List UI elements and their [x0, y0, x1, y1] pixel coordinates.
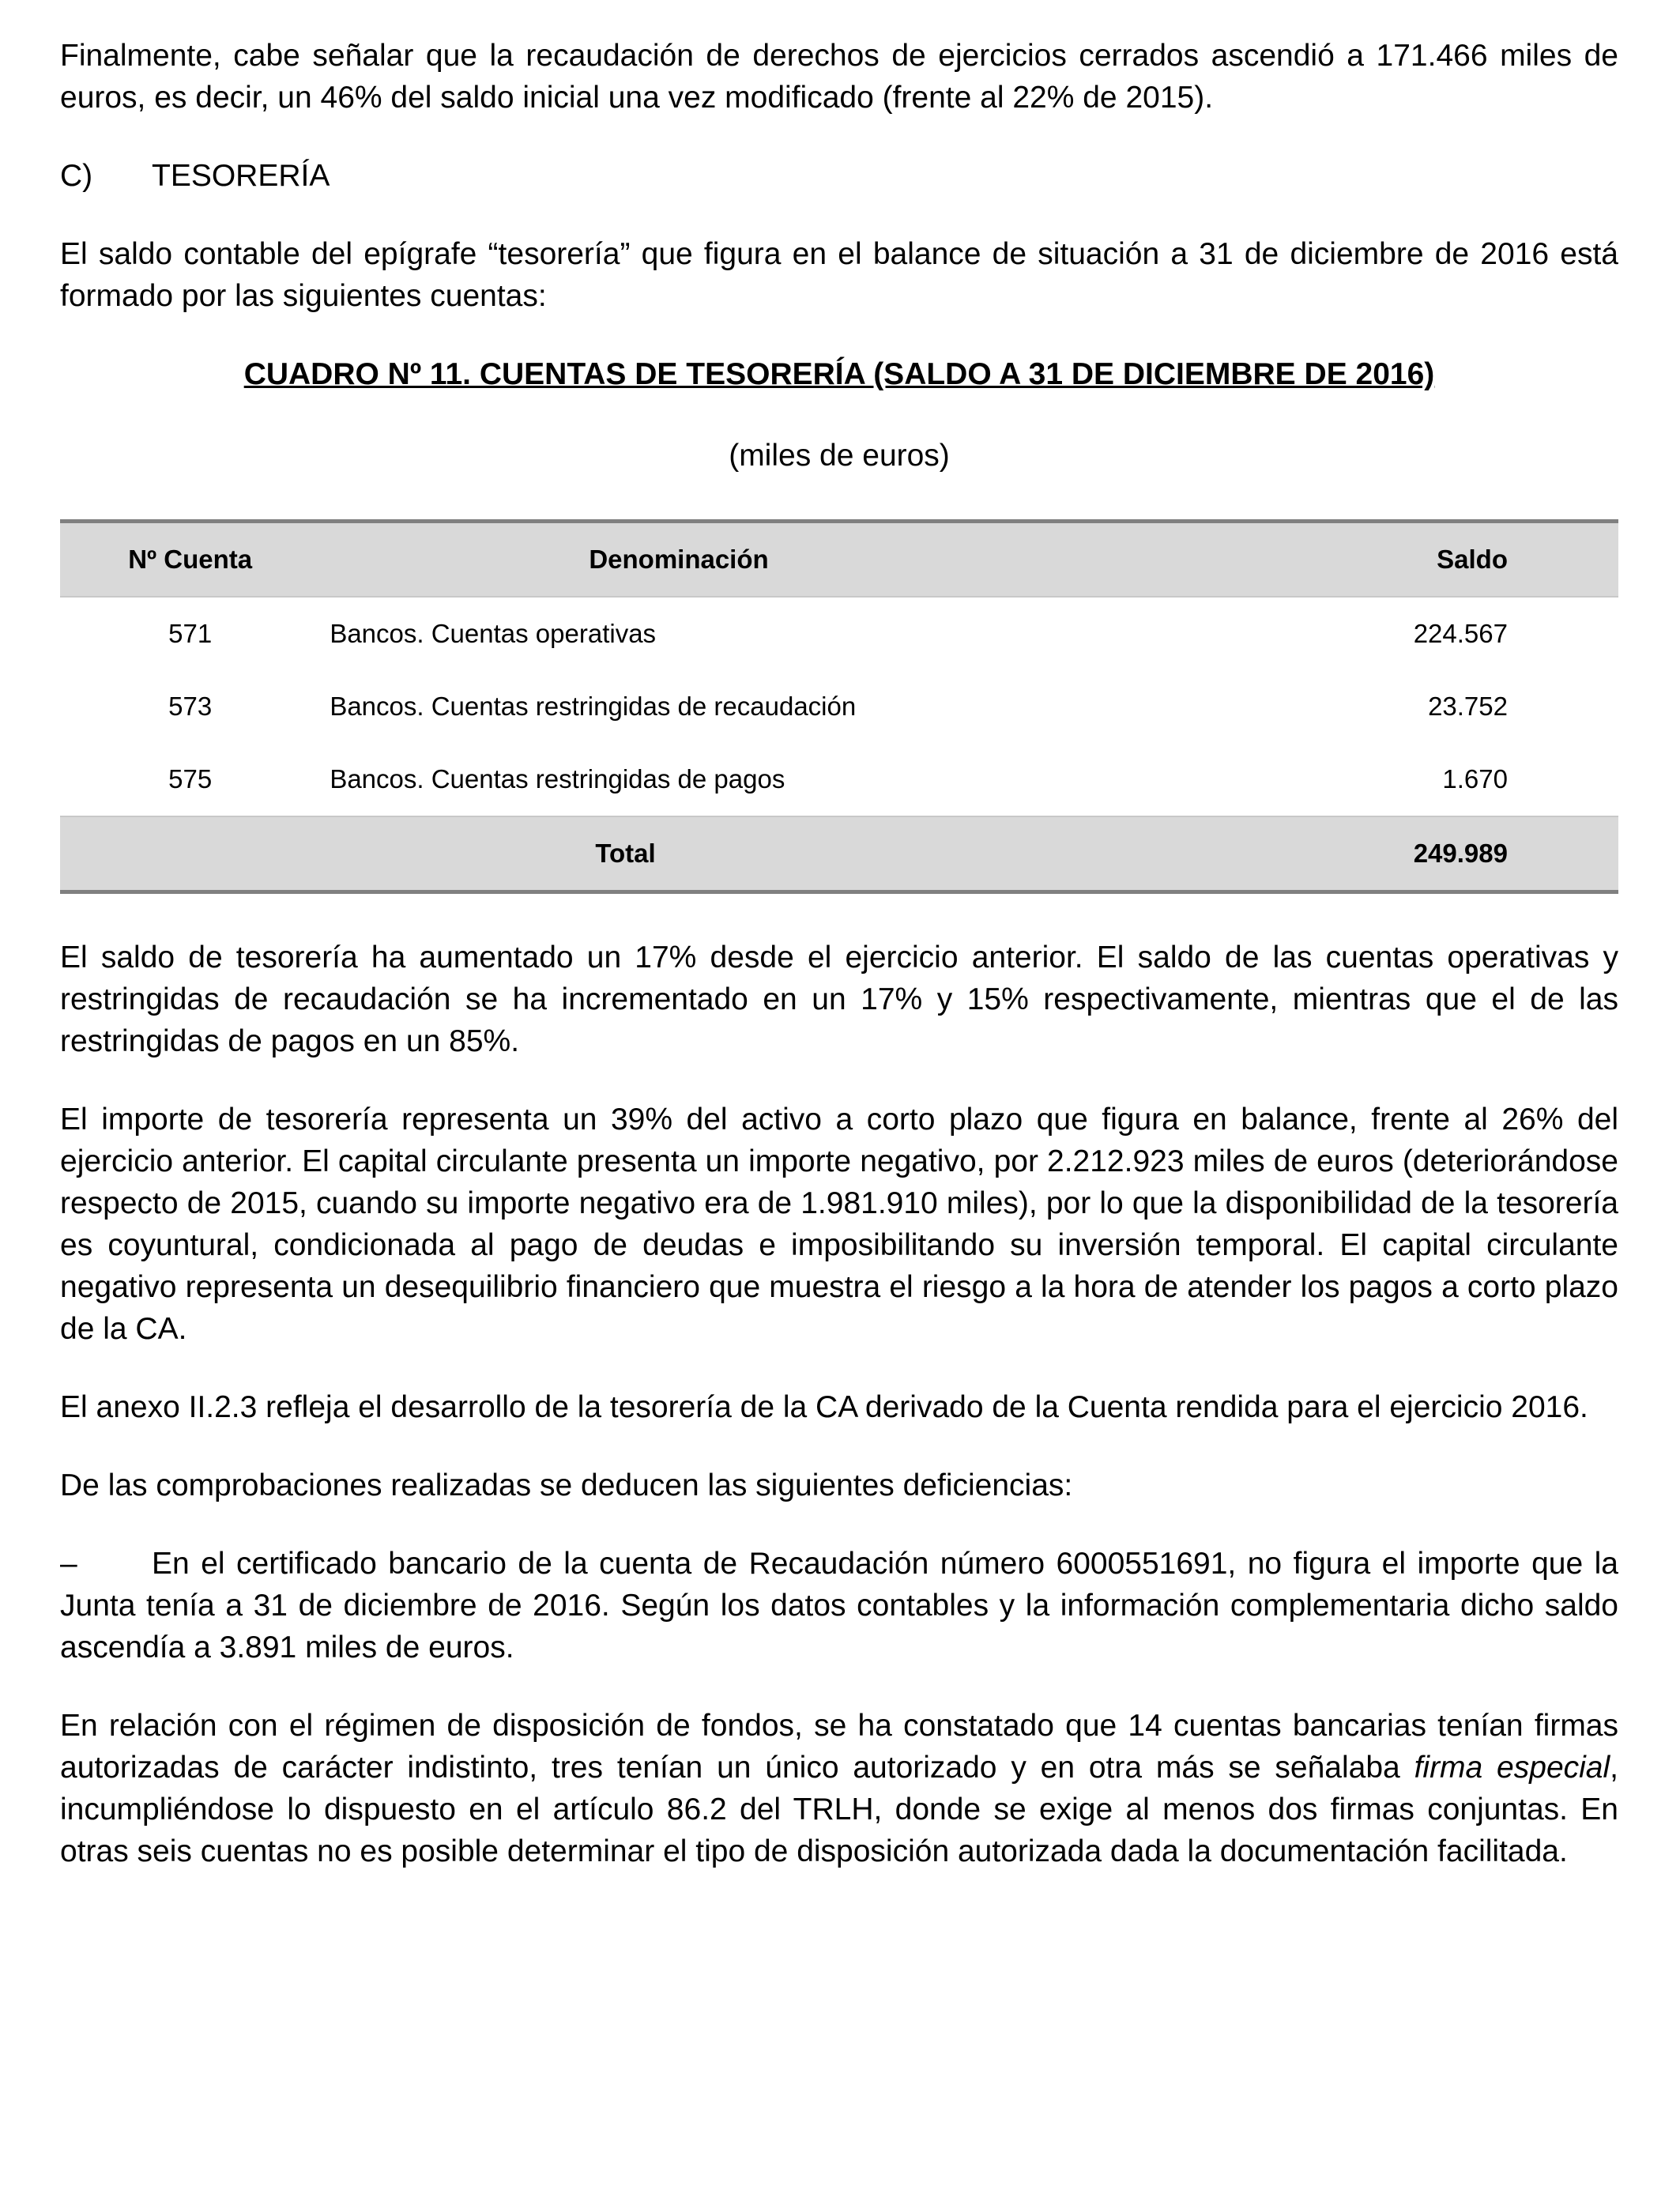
paragraph-saldo-aumentado: El saldo de tesorería ha aumentado un 17% desde el ejercicio anterior. El saldo de las cuentas operativas y restringidas de recaudación se ha incrementado en un 17% y 15% respectivamente, mientras que el de las restringidas de pagos en un 85%.	[60, 941, 1618, 1058]
paragraph-anexo: El anexo II.2.3 refleja el desarrollo de la tesorería de la CA derivado de la Cuenta rendida para el ejercicio 2016.	[60, 1390, 1588, 1424]
tesoreria-table	[60, 519, 1618, 894]
cell-denominacion: Bancos. Cuentas restringidas de pagos	[330, 764, 785, 794]
table-header-row	[60, 522, 1618, 598]
cell-saldo: 1.670	[1442, 764, 1508, 794]
header-denominacion: Denominación	[320, 522, 1270, 598]
total-label: Total	[595, 839, 656, 868]
section-letter: C)	[60, 159, 93, 193]
paragraph-deficiencias-intro: De las comprobaciones realizadas se deducen las siguientes deficiencias:	[60, 1468, 1073, 1502]
deficiency-text: En el certificado bancario de la cuenta de Recaudación número 6000551691, no figura el importe que la Junta tenía a 31 de diciembre de 2016. Según los datos contables y la información complementaria dicho saldo ascendía a 3.891 miles de euros.	[60, 1547, 1618, 1664]
paragraph-disposicion-fondos	[60, 1705, 1618, 1872]
cell-denominacion: Bancos. Cuentas operativas	[330, 619, 657, 648]
deficiency-item	[60, 1543, 1618, 1668]
cell-saldo: 23.752	[1428, 692, 1508, 721]
table-row	[60, 743, 1618, 816]
table-title: CUADRO Nº 11. CUENTAS DE TESORERÍA (SALDO A 31 DE DICIEMBRE DE 2016)	[243, 357, 1435, 391]
cell-denominacion: Bancos. Cuentas restringidas de recaudación	[330, 692, 857, 721]
table-units: (miles de euros)	[729, 439, 950, 473]
total-empty-cell	[60, 816, 320, 892]
cell-num-cuenta: 575	[168, 764, 213, 794]
table-total-row	[60, 816, 1618, 892]
section-heading-tesoreria	[60, 155, 1618, 197]
total-value: 249.989	[1413, 839, 1508, 868]
paragraph-capital-circulante: El importe de tesorería representa un 39% del activo a corto plazo que figura en balance, frente al 26% del ejercicio anterior. El capital circulante presenta un importe negativo, por 2.212.923 miles de euros (deteriorándose respecto de 2015, cuando su importe negativo era de 1.981.910 miles), por lo que la disponibilidad de la tesorería es coyuntural, condicionada al pago de deudas e imposibilitando su inversión temporal. El capital circulante negativo representa un desequilibrio financiero que muestra el riesgo a la hora de atender los pagos a corto plazo de la CA.	[60, 1103, 1618, 1346]
table-row	[60, 670, 1618, 743]
header-saldo: Saldo	[1271, 522, 1618, 598]
section-title: TESORERÍA	[152, 159, 330, 193]
disposicion-text-end: , incumpliéndose lo dispuesto en el artículo 86.2 del TRLH, donde se exige al menos dos firmas conjuntas. En otras seis cuentas no es posible determinar el tipo de disposición autorizada dada la documentación facilitada.	[60, 1751, 1618, 1868]
disposicion-text-start: En relación con el régimen de disposición de fondos, se ha constatado que 14 cuentas bancarias tenían firmas autorizadas de carácter indistinto, tres tenían un único autorizado y en otra más se señalaba	[60, 1709, 1618, 1785]
paragraph-saldo-contable: El saldo contable del epígrafe “tesorería” que figura en el balance de situación a 31 de diciembre de 2016 está formado por las siguientes cuentas:	[60, 237, 1618, 313]
header-num-cuenta: Nº Cuenta	[60, 522, 320, 598]
firma-especial-emphasis: firma especial	[1414, 1751, 1610, 1785]
cell-num-cuenta: 571	[168, 619, 213, 648]
document-page	[60, 35, 1618, 1909]
paragraph-recaudacion-cerrados: Finalmente, cabe señalar que la recaudación de derechos de ejercicios cerrados ascendió a 171.466 miles de euros, es decir, un 46% del saldo inicial una vez modificado (frente al 22% de 2015).	[60, 39, 1618, 115]
dash-bullet: –	[60, 1547, 77, 1581]
cell-num-cuenta: 573	[168, 692, 213, 721]
cell-saldo: 224.567	[1413, 619, 1508, 648]
table-row	[60, 597, 1618, 670]
